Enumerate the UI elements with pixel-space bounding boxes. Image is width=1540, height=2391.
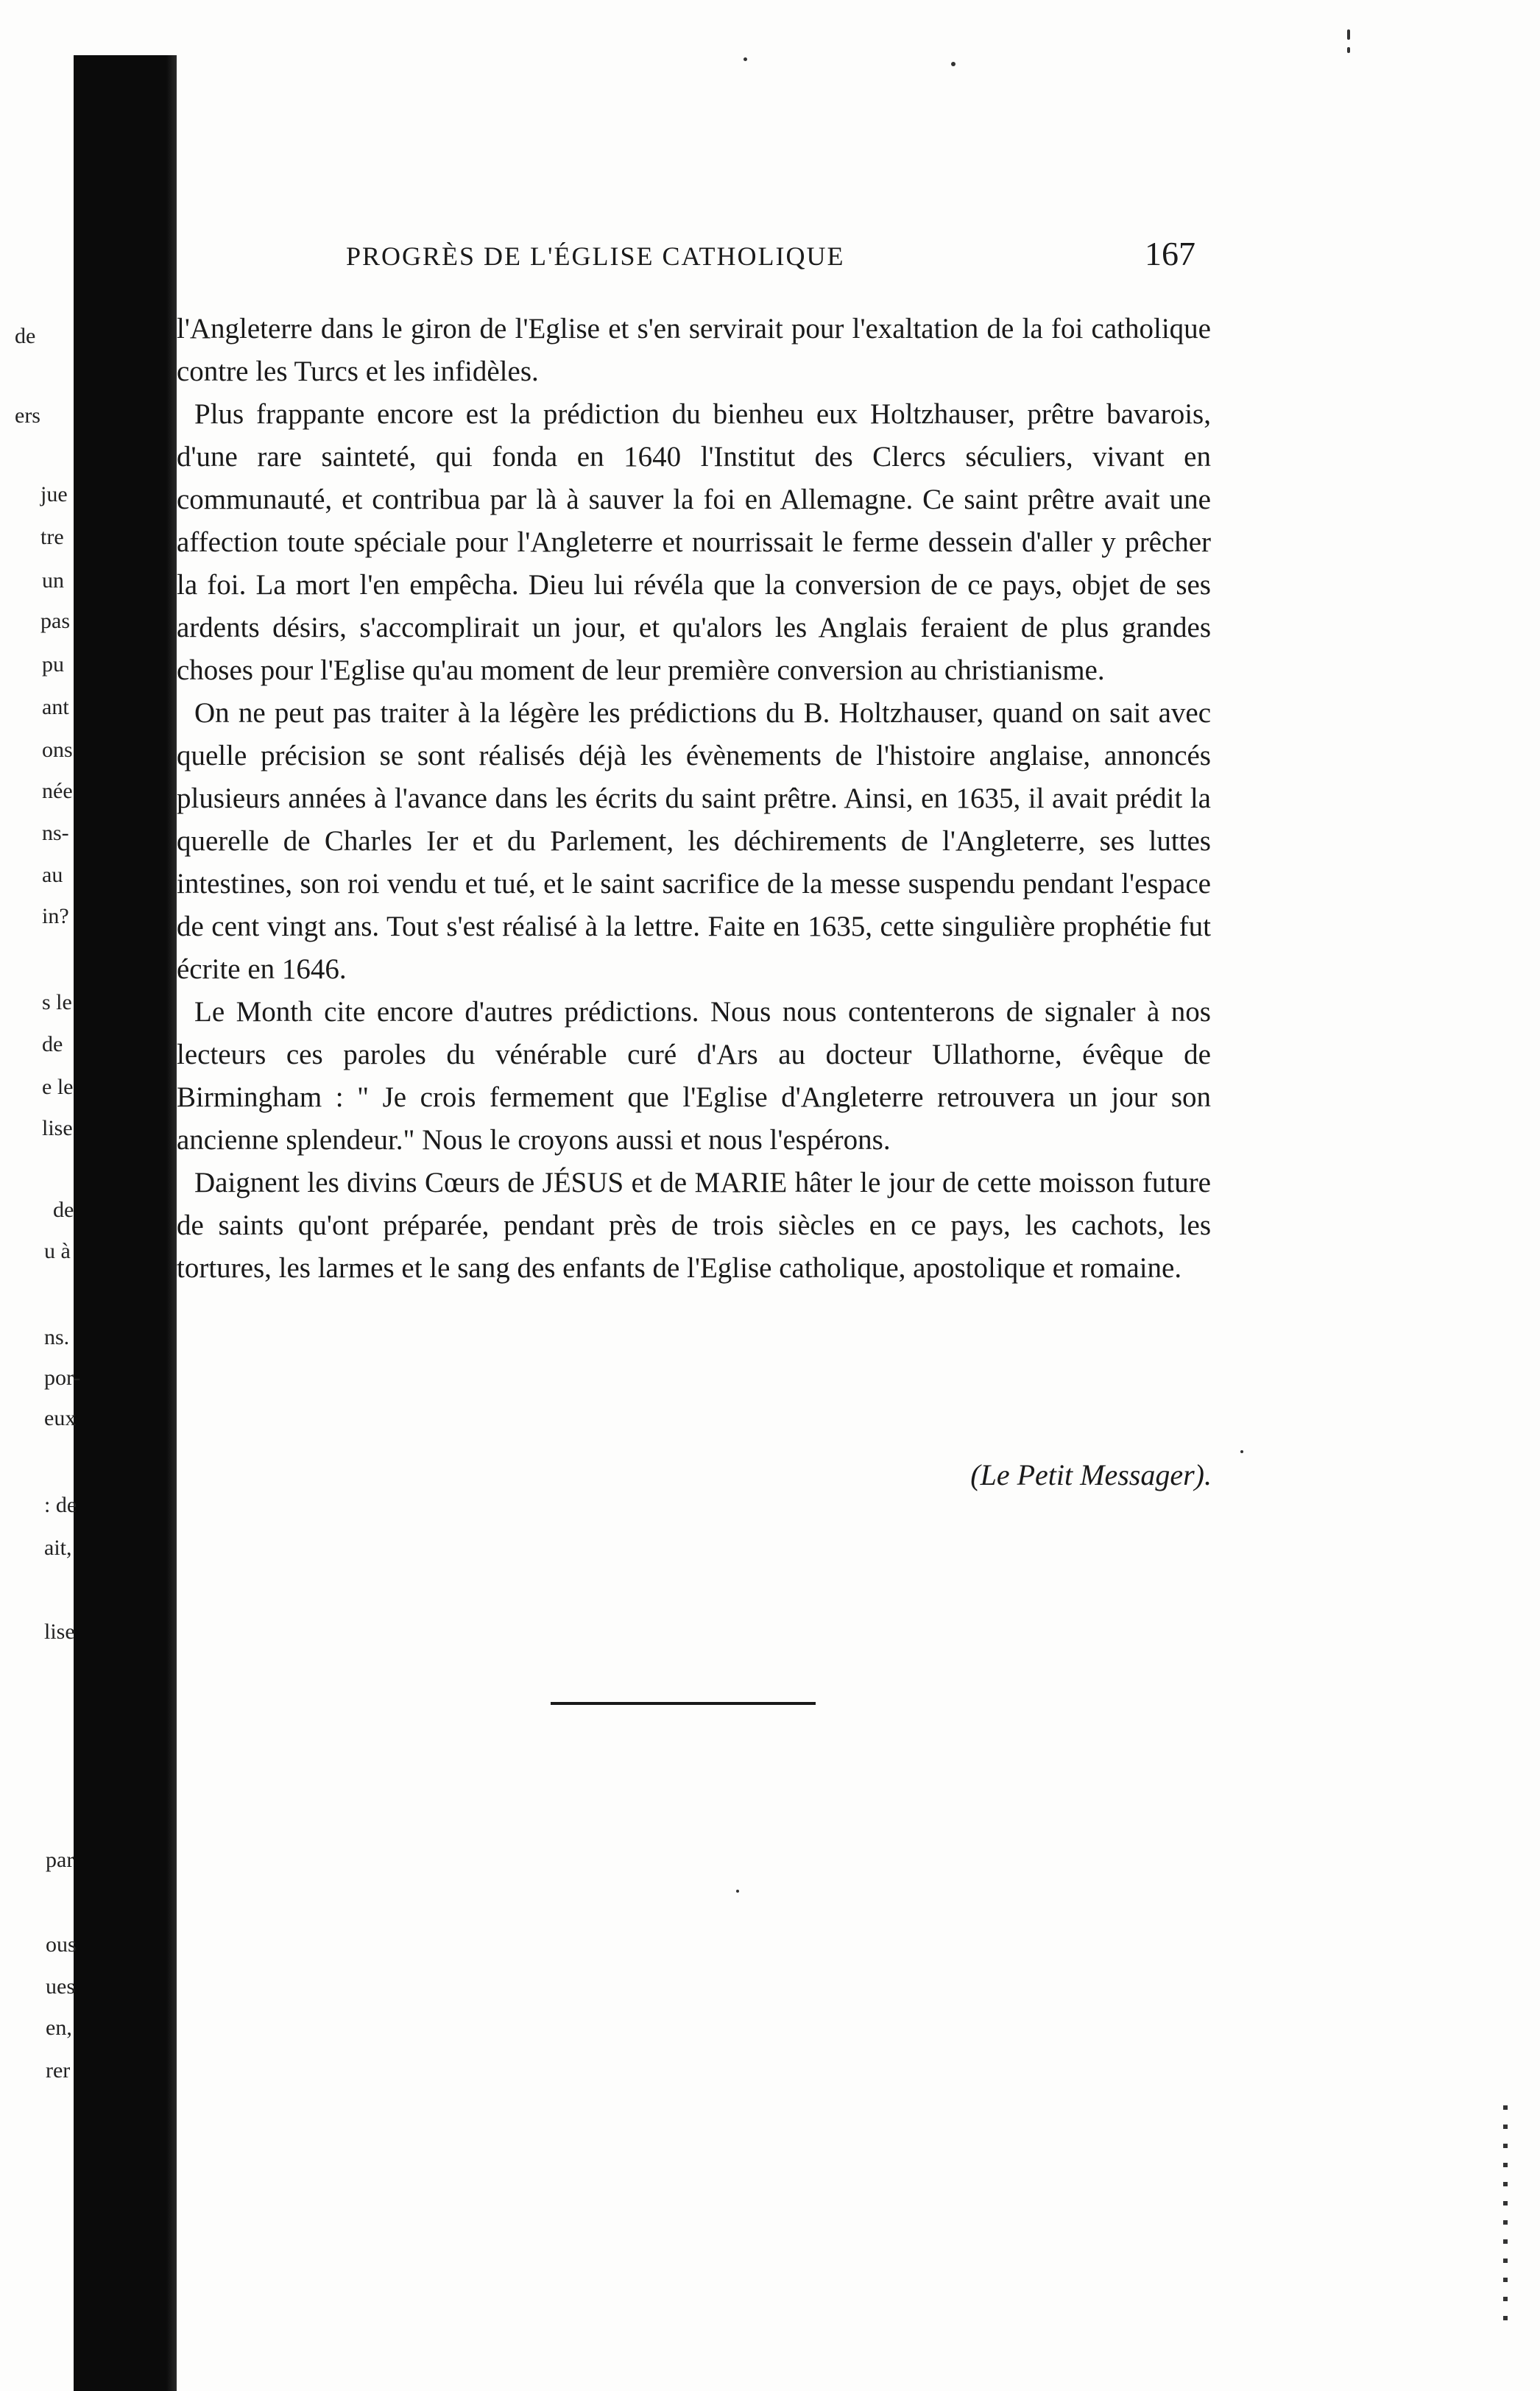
margin-fragment: por- xyxy=(44,1366,81,1390)
source-attribution: (Le Petit Messager). xyxy=(970,1458,1212,1491)
margin-fragment: jue xyxy=(40,482,68,506)
margin-fragment: in? xyxy=(42,904,69,928)
margin-fragment: au xyxy=(42,863,63,887)
margin-fragment: ous xyxy=(46,1932,77,1957)
margin-fragment: e le xyxy=(42,1075,74,1099)
margin-fragment: lise xyxy=(42,1116,73,1140)
margin-fragment: lise xyxy=(44,1620,75,1644)
margin-fragment: pu xyxy=(42,652,64,677)
paragraph: Daignent les divins Cœurs de JÉSUS et de MARIE hâter le jour de cette moisson future de saints qu'ont préparée, pendant près de trois siècles en ce pays, les cachots, les tortures, les larmes et le sang des enfants de l'Eglise catholique, apostolique et romaine. xyxy=(177,1167,1211,1284)
paragraph: Le Month cite encore d'autres prédictions. Nous nous contenterons de signaler à nos lecteurs ces paroles du vénérable curé d'Ars au docteur Ullathorne, évêque de Birmingham : " Je crois fermement que l'Eglise d'Angleterre retrouvera un jour son ancienne splendeur." Nous le croyons aussi et nous l'espérons. xyxy=(177,996,1211,1156)
margin-fragment: de xyxy=(53,1198,74,1222)
paragraph: Plus frappante encore est la prédiction du bienheu eux Holtzhauser, prêtre bavarois, d'une rare sainteté, qui fonda en 1640 l'Institut des Clercs séculiers, vivant en communauté, et contribua par là à sauver la foi en Allemagne. Ce saint prêtre avait une affection toute spéciale pour l'Angleterre et nourrissait le ferme dessein d'aller y prêcher la foi. La mort l'en empêcha. Dieu lui révéla que la conversion de ce pays, objet de ses ardents désirs, s'accomplirait un jour, et qu'alors les Anglais feraient de plus grandes choses pour l'Eglise qu'au moment de leur première conversion au christianisme. xyxy=(177,398,1211,686)
paragraph: l'Angleterre dans le giron de l'Eglise et s'en servirait pour l'exaltation de la foi catholique contre les Turcs et les infidèles. xyxy=(177,313,1211,387)
margin-fragment: pas xyxy=(40,609,70,633)
margin-fragment: ns. xyxy=(44,1325,70,1349)
scan-speck xyxy=(1347,29,1350,40)
scan-speck xyxy=(951,62,956,66)
paragraph: On ne peut pas traiter à la légère les prédictions du B. Holtzhauser, quand on sait avec quelle précision se sont réalisés déjà les évènements de l'histoire anglaise, annoncés plusieurs années à l'avance dans les écrits du saint prêtre. Ainsi, en 1635, il avait prédit la querelle de Charles Ier et du Parlement, les déchirements de l'Angleterre, ses luttes intestines, son roi vendu et tué, et le saint sacrifice de la messe suspendu pendant l'espace de cent vingt ans. Tout s'est réalisé à la lettre. Faite en 1635, cette singulière prophétie fut écrite en 1646. xyxy=(177,697,1211,985)
margin-fragment: ons xyxy=(42,738,73,762)
article-body xyxy=(177,308,1211,1290)
margin-fragment: ers xyxy=(15,403,40,428)
margin-fragment: u à xyxy=(44,1239,71,1263)
scan-speck xyxy=(743,57,747,61)
page-number: 167 xyxy=(1145,235,1195,272)
margin-fragment: de xyxy=(15,324,36,348)
margin-fragment: ait, xyxy=(44,1536,72,1560)
scan-speck xyxy=(736,1890,739,1893)
scan-speck xyxy=(1347,47,1350,53)
margin-fragment: s le xyxy=(42,990,72,1014)
scan-edge-marks xyxy=(1503,2105,1508,2326)
margin-fragment: de xyxy=(42,1032,63,1056)
margin-fragment: en, xyxy=(46,2016,72,2040)
margin-fragment: un xyxy=(42,568,64,593)
margin-fragment: ues xyxy=(46,1974,75,1999)
margin-fragment: née xyxy=(42,779,73,803)
margin-fragment: : de xyxy=(44,1493,77,1517)
binding-shadow xyxy=(74,55,177,2391)
running-title: PROGRÈS DE L'ÉGLISE CATHOLIQUE xyxy=(346,241,845,271)
margin-fragment: ns- xyxy=(42,821,69,845)
margin-fragment: par xyxy=(46,1848,74,1872)
section-end-rule xyxy=(551,1702,816,1705)
scan-speck xyxy=(1240,1450,1243,1453)
margin-fragment: ant xyxy=(42,695,69,719)
margin-fragment: rer xyxy=(46,2058,71,2083)
margin-fragment: tre xyxy=(40,525,64,549)
margin-fragment: eux xyxy=(44,1406,77,1430)
